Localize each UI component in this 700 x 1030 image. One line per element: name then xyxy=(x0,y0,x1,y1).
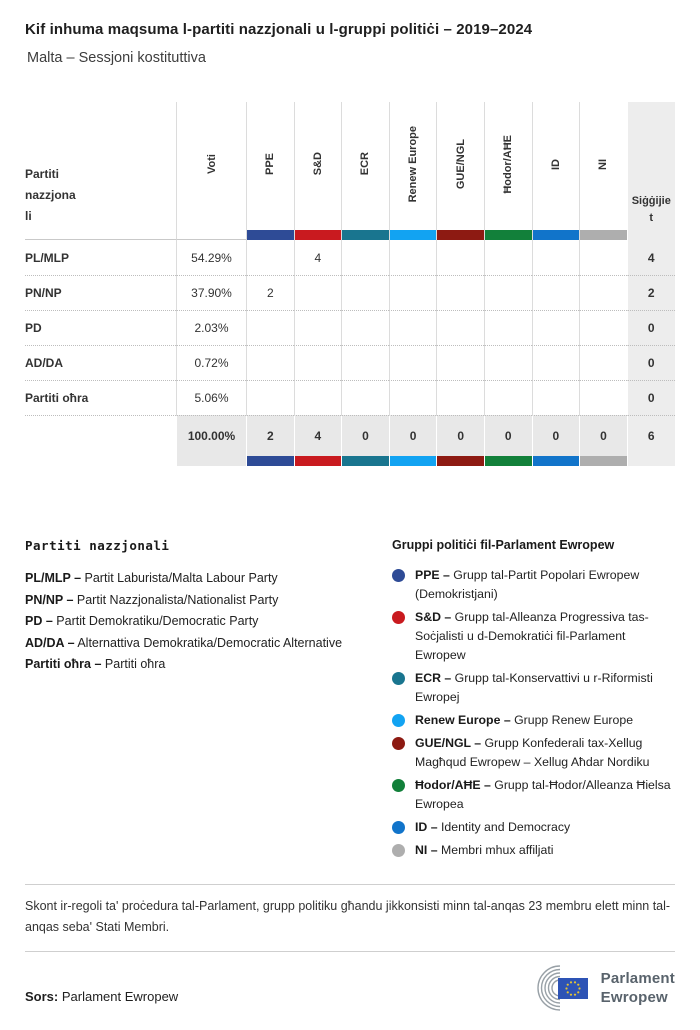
group-seats-cell xyxy=(484,275,532,310)
group-label: GUE/NGL xyxy=(454,138,467,190)
legend-party-item xyxy=(25,633,392,655)
group-desc xyxy=(415,566,675,604)
seats-header-line: Siġġijie xyxy=(631,194,671,207)
column-header-guengl xyxy=(436,102,484,240)
group-desc xyxy=(415,711,633,730)
legend-group-item xyxy=(392,608,675,665)
group-label: PPE xyxy=(264,152,277,175)
column-header-ecr xyxy=(341,102,389,240)
group-desc xyxy=(415,608,675,665)
group-fullname: Identity and Democracy xyxy=(440,820,571,834)
group-fullname: Membri mhux affiljati xyxy=(440,843,554,857)
group-seats-cell xyxy=(246,345,294,380)
legend-group-item xyxy=(392,734,675,772)
group-abbr: ID – xyxy=(415,820,438,834)
group-seats-cell xyxy=(341,345,389,380)
footnote: Skont ir-regoli ta' proċedura tal-Parlament, grupp politiku għandu jikkonsisti minn tal-anqas 23 membru elett minn tal-anqas seba' Stati Membri. xyxy=(25,884,675,952)
group-color-bar xyxy=(579,456,627,466)
legend-section xyxy=(25,538,675,864)
group-seats-cell xyxy=(436,380,484,415)
group-label: S&D xyxy=(311,152,324,176)
bar-spacer xyxy=(627,456,675,466)
total-group-cell: 0 xyxy=(389,415,437,456)
legend-national-parties xyxy=(25,538,392,864)
group-seats-cell xyxy=(389,380,437,415)
group-seats-cell xyxy=(532,380,580,415)
legend-parties-heading: Partiti nazzjonali xyxy=(25,538,170,553)
total-seats-cell: 4 xyxy=(627,240,675,275)
source-value: Parlament Ewropew xyxy=(61,989,179,1004)
votes-cell: 54.29% xyxy=(176,240,246,275)
group-label: ID xyxy=(549,158,562,170)
total-seats-cell: 0 xyxy=(627,345,675,380)
group-color-bar xyxy=(389,456,437,466)
group-color-dot xyxy=(392,821,405,834)
column-header-ppe xyxy=(246,102,294,240)
column-header-hodor xyxy=(484,102,532,240)
logo-line1: Parlament xyxy=(600,970,675,987)
group-label: Ħodor/AĦE xyxy=(502,134,515,194)
group-label: ECR xyxy=(359,152,372,176)
total-seats-sum-cell: 6 xyxy=(627,415,675,456)
total-votes-cell: 100.00% xyxy=(176,415,246,456)
group-seats-cell xyxy=(246,310,294,345)
group-color-dot xyxy=(392,672,405,685)
group-seats-cell xyxy=(579,240,627,275)
group-color-bar xyxy=(437,230,484,240)
party-abbr: PN/NP – xyxy=(25,592,74,607)
total-group-cell: 0 xyxy=(532,415,580,456)
group-seats-cell xyxy=(246,240,294,275)
party-name-cell: PL/MLP xyxy=(25,250,69,265)
party-abbr: AD/DA – xyxy=(25,635,75,650)
party-abbr: Partiti oħra – xyxy=(25,657,102,671)
group-abbr: NI – xyxy=(415,843,438,857)
total-group-cell: 0 xyxy=(579,415,627,456)
group-seats-cell xyxy=(532,240,580,275)
legend-group-item xyxy=(392,711,675,730)
group-seats-cell xyxy=(484,240,532,275)
party-fullname: Alternattiva Demokratika/Democratic Alternative xyxy=(77,635,343,650)
group-seats-cell xyxy=(484,380,532,415)
european-parliament-logo xyxy=(527,962,675,1014)
group-color-bar xyxy=(341,456,389,466)
column-header-renew xyxy=(389,102,437,240)
group-desc xyxy=(415,818,570,837)
group-abbr: ECR – xyxy=(415,671,452,685)
party-fullname: Partit Laburista/Malta Labour Party xyxy=(84,571,278,585)
group-color-bar xyxy=(532,456,580,466)
group-seats-cell xyxy=(532,345,580,380)
total-group-cell: 4 xyxy=(294,415,342,456)
source-label: Sors: xyxy=(25,989,59,1004)
group-color-dot xyxy=(392,737,405,750)
group-abbr: Ħodor/AĦE – xyxy=(415,778,491,792)
page-subtitle: Malta – Sessjoni kostituttiva xyxy=(27,50,206,66)
column-header-sd xyxy=(294,102,342,240)
column-header-parties xyxy=(25,102,176,240)
legend-group-item xyxy=(392,818,675,837)
column-header-voti xyxy=(176,102,246,240)
group-seats-cell xyxy=(579,380,627,415)
group-seats-cell xyxy=(294,310,342,345)
votes-cell: 5.06% xyxy=(176,380,246,415)
group-fullname: Grupp Renew Europe xyxy=(514,713,634,727)
votes-cell: 37.90% xyxy=(176,275,246,310)
group-abbr: GUE/NGL – xyxy=(415,736,482,750)
column-header-parties-line: nazzjona xyxy=(25,188,76,202)
total-seats-cell: 2 xyxy=(627,275,675,310)
group-color-bar xyxy=(342,230,389,240)
group-seats-cell xyxy=(579,345,627,380)
group-color-bar xyxy=(485,230,532,240)
column-header-seats xyxy=(627,102,675,240)
group-color-bar xyxy=(295,230,342,240)
group-seats-cell: 4 xyxy=(294,240,342,275)
legend-group-item xyxy=(392,669,675,707)
party-name-cell: AD/DA xyxy=(25,345,176,380)
legend-group-item xyxy=(392,841,675,860)
group-color-bar xyxy=(484,456,532,466)
total-seats-cell: 0 xyxy=(627,310,675,345)
group-seats-cell xyxy=(484,345,532,380)
column-header-ni xyxy=(579,102,627,240)
group-color-bar xyxy=(390,230,437,240)
total-group-cell: 2 xyxy=(246,415,294,456)
group-seats-cell xyxy=(579,310,627,345)
group-seats-cell xyxy=(389,345,437,380)
group-seats-cell xyxy=(436,275,484,310)
group-color-bar xyxy=(533,230,580,240)
column-header-id xyxy=(532,102,580,240)
group-seats-cell xyxy=(389,310,437,345)
legend-political-groups xyxy=(392,538,675,864)
logo-line2: Ewropew xyxy=(600,989,668,1006)
party-abbr: PD – xyxy=(25,614,53,628)
group-desc xyxy=(415,776,675,814)
group-seats-cell xyxy=(389,275,437,310)
group-seats-cell xyxy=(532,310,580,345)
party-fullname: Partit Demokratiku/Democratic Party xyxy=(56,614,259,628)
group-seats-cell xyxy=(246,380,294,415)
legend-groups-heading: Gruppi politiċi fil-Parlament Ewropew xyxy=(392,538,615,552)
group-color-dot xyxy=(392,844,405,857)
party-fullname: Partit Nazzjonalista/Nationalist Party xyxy=(76,592,279,607)
seats-header-line: t xyxy=(649,212,654,225)
group-desc xyxy=(415,841,554,860)
group-fullname: Grupp tal-Alleanza Progressiva tas-Soċjalisti u d-Demokratiċi fil-Parlament Ewropew xyxy=(415,610,649,662)
bar-spacer xyxy=(25,456,176,466)
group-abbr: PPE – xyxy=(415,568,450,582)
group-desc xyxy=(415,734,675,772)
logo-wordmark xyxy=(601,969,675,1007)
group-color-dot xyxy=(392,611,405,624)
group-color-bar xyxy=(436,456,484,466)
party-abbr: PL/MLP – xyxy=(25,571,82,585)
source-line xyxy=(25,989,178,1004)
group-seats-cell xyxy=(294,275,342,310)
group-abbr: Renew Europe – xyxy=(415,713,511,727)
group-seats-cell xyxy=(294,345,342,380)
group-color-bar xyxy=(294,456,342,466)
bar-spacer xyxy=(176,456,246,466)
group-desc xyxy=(415,669,675,707)
group-seats-cell xyxy=(532,275,580,310)
legend-group-item xyxy=(392,776,675,814)
total-group-cell: 0 xyxy=(484,415,532,456)
group-seats-cell xyxy=(341,275,389,310)
group-color-bar xyxy=(580,230,627,240)
party-name-cell: Partiti oħra xyxy=(25,380,176,415)
legend-group-item xyxy=(392,566,675,604)
total-group-cell: 0 xyxy=(436,415,484,456)
group-abbr: S&D – xyxy=(415,610,452,624)
group-color-bar xyxy=(246,456,294,466)
group-seats-cell xyxy=(436,310,484,345)
group-color-dot xyxy=(392,779,405,792)
column-header-parties-line: Partiti xyxy=(25,167,60,181)
group-seats-cell xyxy=(484,310,532,345)
legend-party-item xyxy=(25,590,392,612)
hemicycle-eu-flag-icon xyxy=(527,962,593,1014)
group-seats-cell xyxy=(294,380,342,415)
group-fullname: Grupp Konfederali tax-Xellug Magħqud Ewropew – Xellug Aħdar Nordiku xyxy=(415,736,650,769)
legend-party-item xyxy=(25,654,392,676)
group-color-bar xyxy=(247,230,294,240)
group-seats-cell: 2 xyxy=(246,275,294,310)
votes-cell: 2.03% xyxy=(176,310,246,345)
group-seats-cell xyxy=(389,240,437,275)
total-group-cell: 0 xyxy=(341,415,389,456)
voti-label: Voti xyxy=(205,153,218,174)
votes-cell: 0.72% xyxy=(176,345,246,380)
total-empty-cell xyxy=(25,415,176,456)
group-seats-cell xyxy=(341,240,389,275)
page-title: Kif inhuma maqsuma l-partiti nazzjonali u l-gruppi politiċi – 2019–2024 xyxy=(25,21,533,38)
group-seats-cell xyxy=(341,380,389,415)
group-seats-cell xyxy=(341,310,389,345)
group-label: Renew Europe xyxy=(407,125,420,203)
group-fullname: Grupp tal-Partit Popolari Ewropew (Demokristjani) xyxy=(415,568,640,601)
group-fullname: Grupp tal-Ħodor/Alleanza Ħielsa Ewropea xyxy=(415,778,671,811)
legend-party-item xyxy=(25,568,392,590)
group-fullname: Grupp tal-Konservattivi u r-Riformisti Ewropej xyxy=(415,671,653,704)
party-fullname: Partiti oħra xyxy=(104,657,166,671)
group-seats-cell xyxy=(436,345,484,380)
group-color-dot xyxy=(392,569,405,582)
party-name-cell: PD xyxy=(25,310,176,345)
footer xyxy=(25,962,675,1030)
group-seats-cell xyxy=(579,275,627,310)
column-header-parties-line: li xyxy=(25,209,32,223)
group-label: NI xyxy=(597,158,610,170)
results-table xyxy=(25,102,675,466)
party-name-cell: PN/NP xyxy=(25,275,176,310)
legend-party-item xyxy=(25,611,392,633)
group-seats-cell xyxy=(436,240,484,275)
total-seats-cell: 0 xyxy=(627,380,675,415)
group-color-dot xyxy=(392,714,405,727)
